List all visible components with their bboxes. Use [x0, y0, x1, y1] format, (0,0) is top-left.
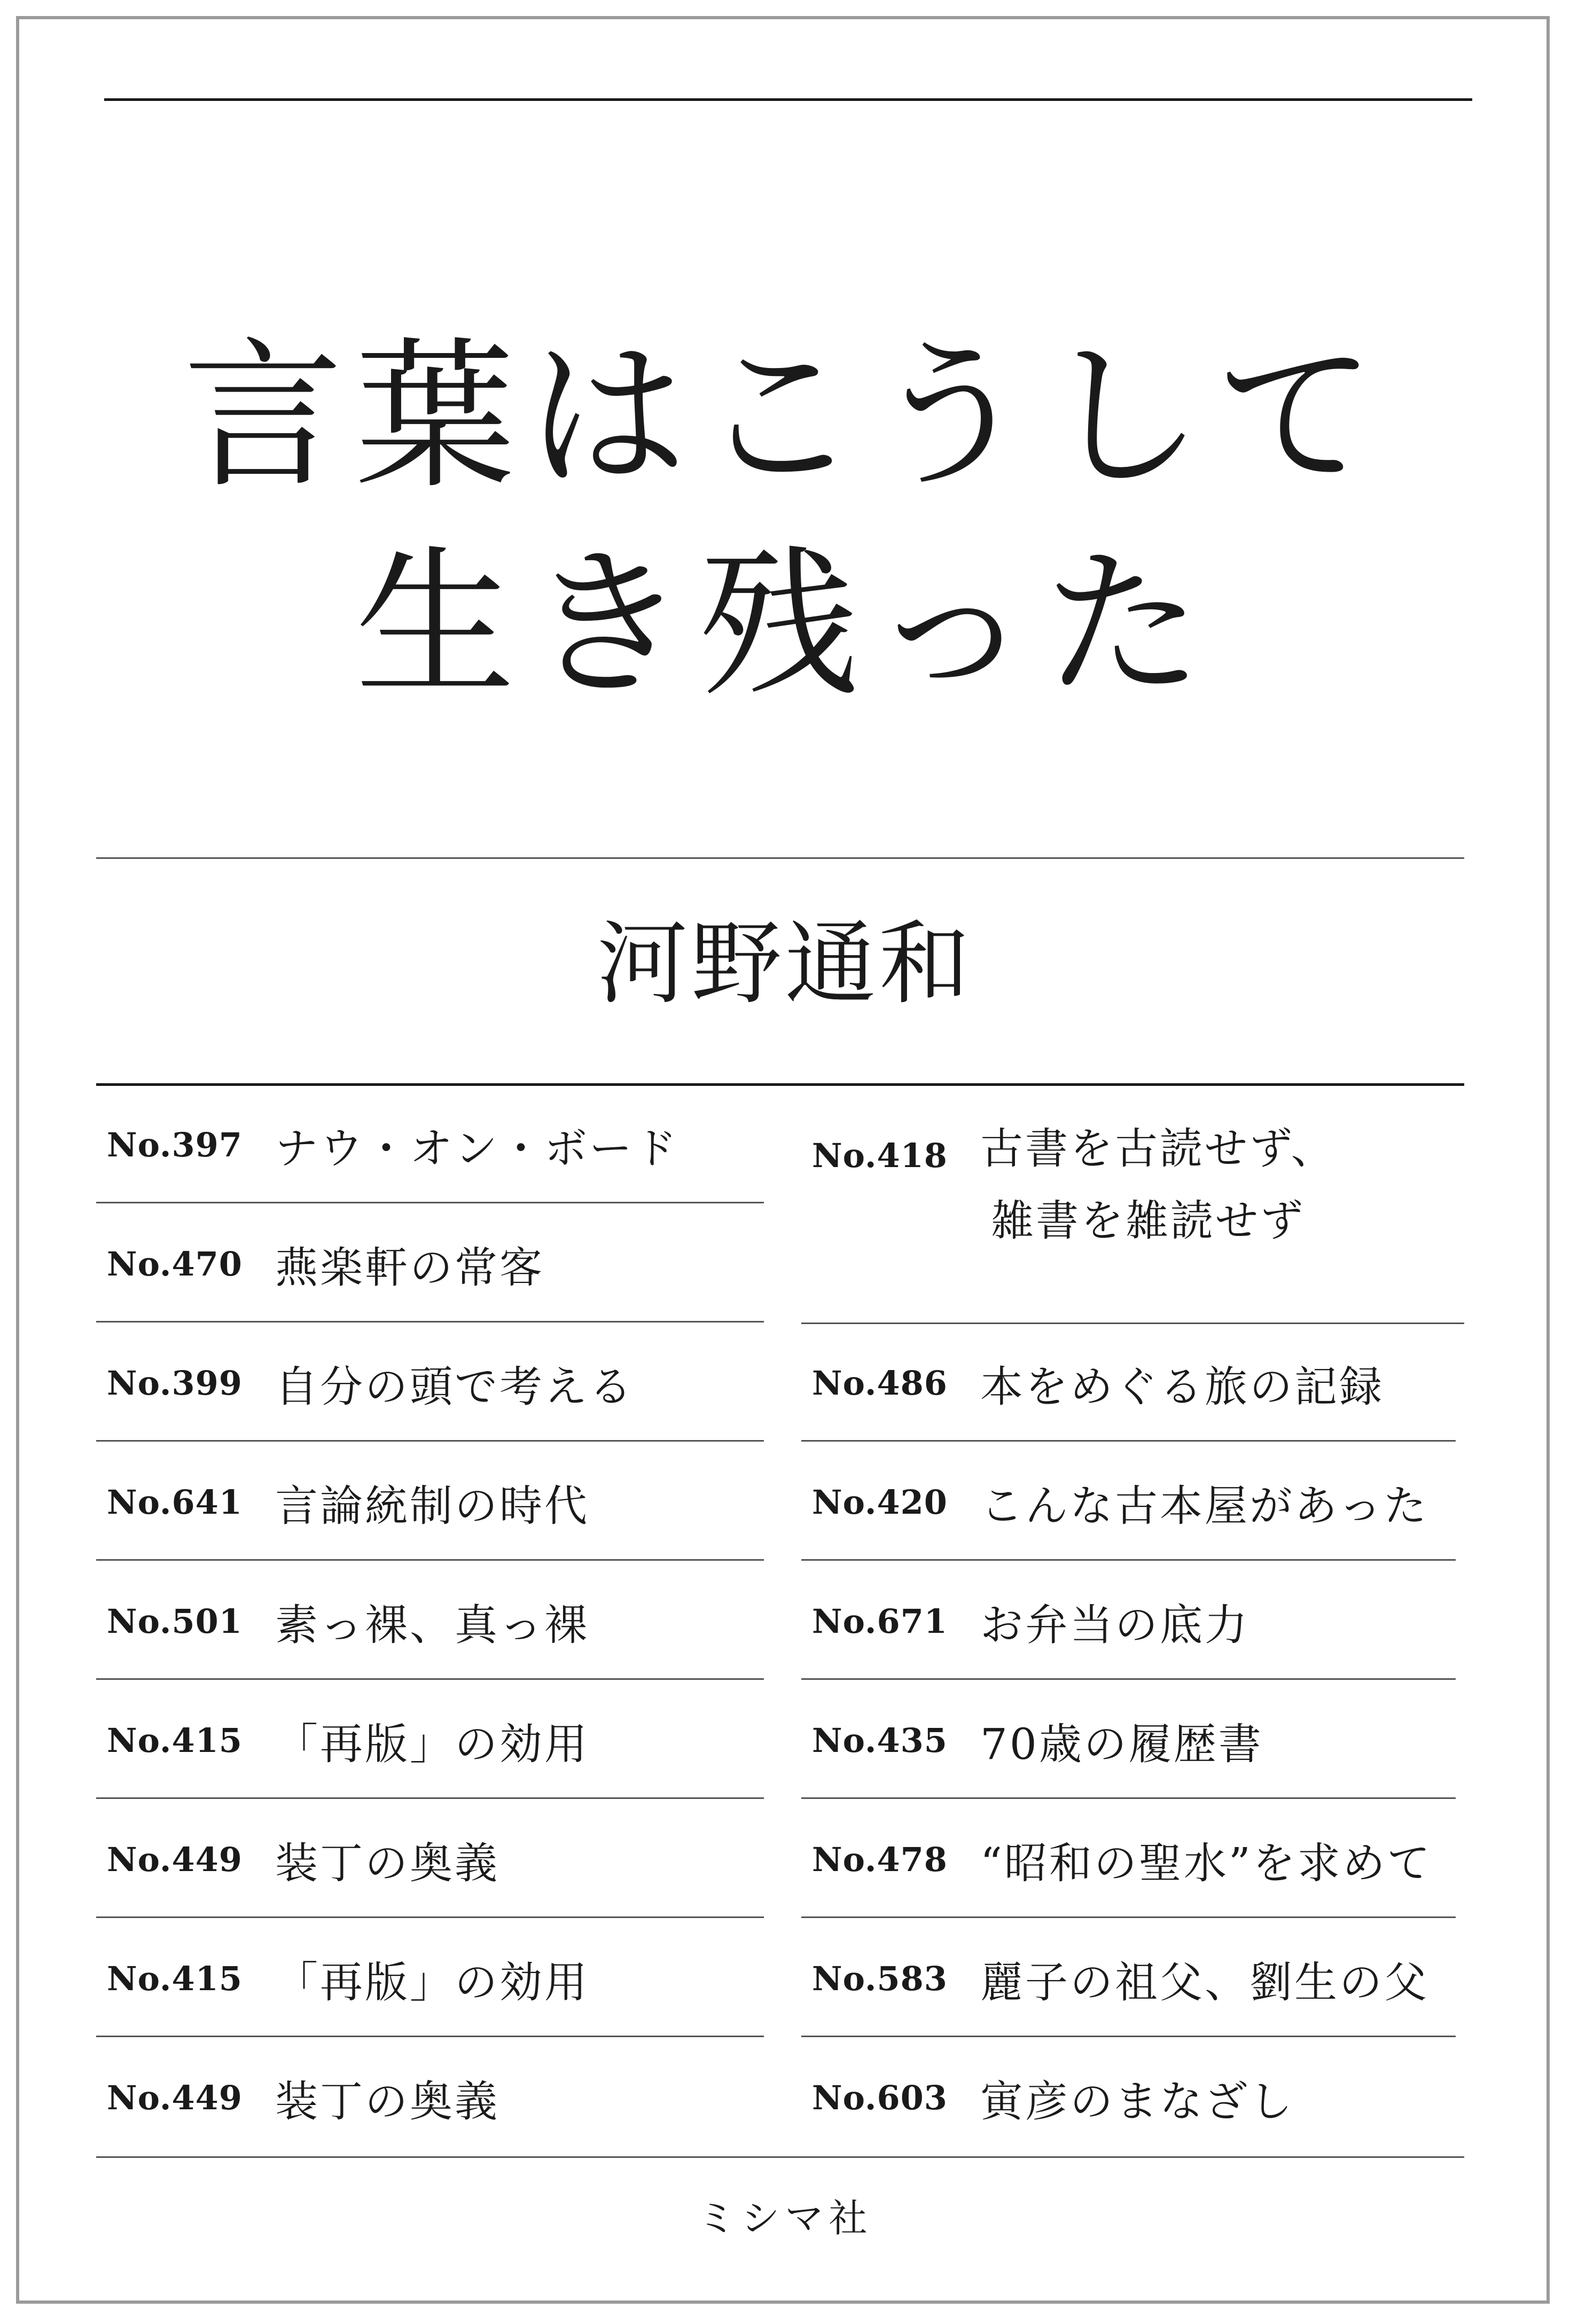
- title-line-1: 言葉はこうして: [183, 323, 1387, 510]
- entry-number: No.671: [812, 1601, 948, 1641]
- contents-entry: [801, 1801, 1456, 1918]
- entry-number: No.501: [107, 1601, 243, 1641]
- contents-entry: [801, 1681, 1456, 1799]
- entry-divider: [96, 1678, 764, 1680]
- entry-number: No.449: [107, 1840, 243, 1879]
- entry-number: No.397: [107, 1125, 243, 1164]
- entry-title: 「再版」の効用: [275, 1957, 589, 2007]
- entry-number: No.603: [812, 2078, 948, 2117]
- entry-number: No.478: [812, 1840, 948, 1879]
- contents-entry: [96, 1920, 764, 2037]
- entry-divider: [801, 1678, 1456, 1680]
- entry-number: No.435: [812, 1720, 948, 1760]
- contents-entry: [801, 2039, 1456, 2156]
- contents-entry: [801, 1324, 1456, 1442]
- entry-title: 言論統制の時代: [275, 1481, 589, 1531]
- entry-title: [980, 1113, 1336, 1257]
- entry-number: No.420: [812, 1482, 948, 1522]
- entry-divider: [801, 1916, 1456, 1918]
- title-line-2: 生き残った: [355, 531, 1215, 718]
- entry-title: 寅彦のまなざし: [980, 2076, 1294, 2126]
- contents-entry: [96, 1801, 764, 1918]
- entry-number: No.418: [812, 1136, 948, 1175]
- entry-title-line-1: 古書を古読せず、: [980, 1124, 1336, 1173]
- entry-number: No.399: [107, 1363, 243, 1403]
- entry-title: 装丁の奥義: [275, 1838, 499, 1888]
- entry-divider: [96, 1797, 764, 1799]
- entry-number: No.415: [107, 1720, 243, 1760]
- contents-entry: [96, 1562, 764, 1680]
- entry-divider: [801, 1559, 1456, 1561]
- entry-title: 70歳の履歴書: [980, 1719, 1263, 1769]
- author-name: 河野通和: [597, 911, 973, 1017]
- entry-divider: [96, 1321, 764, 1323]
- contents-entry: [96, 1205, 764, 1323]
- entry-number: No.415: [107, 1959, 243, 1998]
- entry-divider: [96, 1202, 764, 1203]
- entry-title: ナウ・オン・ボード: [275, 1123, 679, 1173]
- publisher-name: ミシマ社: [697, 2196, 873, 2241]
- author-top-rule: [96, 857, 1464, 859]
- entry-title: お弁当の底力: [980, 1600, 1249, 1650]
- entry-number: No.486: [812, 1363, 948, 1403]
- entry-title: “昭和の聖水”を求めて: [980, 1838, 1432, 1888]
- contents-bottom-rule: [96, 2156, 1464, 2158]
- contents-entry: [96, 1086, 764, 1203]
- entry-title: 素っ裸、真っ裸: [275, 1600, 589, 1650]
- entry-title-line-2: 雑書を雑読せず: [991, 1196, 1305, 1246]
- entry-divider: [96, 1916, 764, 1918]
- contents-entry: [801, 1443, 1456, 1561]
- entry-divider: [801, 2036, 1456, 2037]
- entry-number: No.583: [812, 1959, 948, 1998]
- contents-entry: [96, 1324, 764, 1442]
- contents-entry: [96, 2039, 764, 2156]
- contents-entry: [801, 1086, 1464, 1324]
- entry-number: No.449: [107, 2078, 243, 2117]
- contents-entry: [96, 1443, 764, 1561]
- entry-title: 自分の頭で考える: [275, 1361, 634, 1412]
- entry-title: こんな古本屋があった: [980, 1481, 1429, 1531]
- entry-number: No.641: [107, 1482, 243, 1522]
- contents-entry: [801, 1920, 1456, 2037]
- contents-entry: [801, 1562, 1456, 1680]
- entry-divider: [801, 1797, 1456, 1799]
- entry-divider: [96, 1559, 764, 1561]
- top-rule: [104, 98, 1472, 101]
- entry-title: 装丁の奥義: [275, 2076, 499, 2126]
- entry-title: 燕楽軒の常客: [275, 1242, 544, 1293]
- entry-number: No.470: [107, 1244, 243, 1284]
- entry-divider: [96, 2036, 764, 2037]
- entry-divider: [801, 1440, 1456, 1442]
- entry-title: 麗子の祖父、劉生の父: [980, 1957, 1429, 2007]
- entry-divider: [96, 1440, 764, 1442]
- entry-title: 「再版」の効用: [275, 1719, 589, 1769]
- contents-entry: [96, 1681, 764, 1799]
- entry-title: 本をめぐる旅の記録: [980, 1361, 1384, 1412]
